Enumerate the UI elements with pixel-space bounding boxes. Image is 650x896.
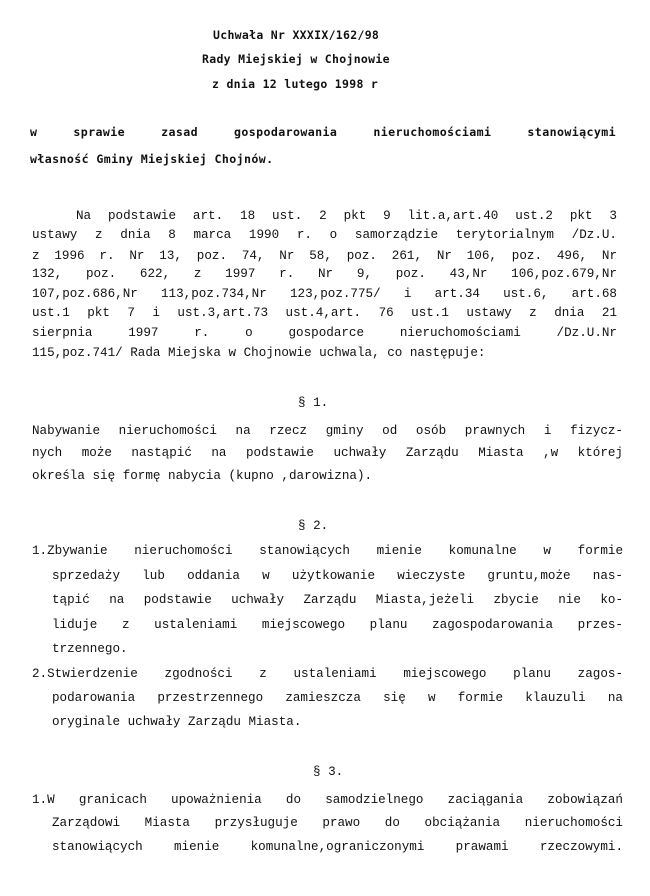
- section-1-mark: § 1.: [298, 396, 329, 410]
- preamble-line: ust.1 pkt 7 i ust.3,art.73 ust.4,art. 76 ust.1 ustawy z dnia 21: [32, 306, 617, 320]
- section-2-line: sprzedaży lub oddania w użytkowanie wieczyste gruntu,może nas-: [52, 569, 623, 583]
- section-2-line: oryginale uchwały Zarządu Miasta.: [52, 715, 302, 729]
- section-3-line: 1.W granicach upoważnienia do samodzielnego zaciągania zobowiązań: [32, 793, 623, 807]
- section-2-line: liduje z ustaleniami miejscowego planu zagospodarowania przes-: [52, 618, 623, 632]
- preamble-line: 115,poz.741/ Rada Miejska w Chojnowie uchwala, co następuje:: [32, 346, 486, 360]
- section-2-line: podarowania przestrzennego zamieszcza się w formie klauzuli na: [52, 691, 623, 705]
- section-1-line: Nabywanie nieruchomości na rzecz gminy od osób prawnych i fizycz-: [32, 424, 623, 438]
- council-name: Rady Miejskiej w Chojnowie: [202, 52, 390, 66]
- section-3-line: stanowiących mienie komunalne,ograniczonymi prawami rzeczowymi.: [52, 840, 623, 854]
- section-2-line: trzennego.: [52, 642, 128, 656]
- section-1-line: nych może nastąpić na podstawie uchwały Zarządu Miasta ,w której: [32, 446, 623, 460]
- preamble-line: sierpnia 1997 r. o gospodarce nieruchomościami /Dz.U.Nr: [32, 326, 617, 340]
- resolution-date: z dnia 12 lutego 1998 r: [212, 77, 379, 91]
- preamble-line: ustawy z dnia 8 marca 1990 r. o samorządzie terytorialnym /Dz.U.: [32, 228, 617, 242]
- section-2-line: 1.Zbywanie nieruchomości stanowiących mienie komunalne w formie: [32, 544, 623, 558]
- resolution-number: Uchwała Nr XXXIX/162/98: [213, 28, 380, 42]
- preamble-line: 132, poz. 622, z 1997 r. Nr 9, poz. 43,Nr 106,poz.679,Nr: [32, 267, 617, 281]
- section-2-line: 2.Stwierdzenie zgodności z ustaleniami miejscowego planu zagos-: [32, 667, 623, 681]
- section-2-mark: § 2.: [298, 519, 329, 533]
- section-3-line: Zarządowi Miasta przysługuje prawo do obciążania nieruchomości: [52, 816, 623, 830]
- section-1-line: określa się formę nabycia (kupno ,darowizna).: [32, 469, 373, 483]
- subject-line-2: własność Gminy Miejskiej Chojnów.: [30, 152, 274, 166]
- section-2-line: tąpić na podstawie uchwały Zarządu Miasta,jeżeli zbycie nie ko-: [52, 593, 623, 607]
- preamble-line: Na podstawie art. 18 ust. 2 pkt 9 lit.a,art.40 ust.2 pkt 3: [76, 209, 617, 223]
- section-3-mark: § 3.: [313, 765, 344, 779]
- subject-line-1: w sprawie zasad gospodarowania nieruchomościami stanowiącymi: [30, 125, 616, 139]
- preamble-line: z 1996 r. Nr 13, poz. 74, Nr 58, poz. 261, Nr 106, poz. 496, Nr: [32, 249, 617, 263]
- preamble-line: 107,poz.686,Nr 113,poz.734,Nr 123,poz.775/ i art.34 ust.6, art.68: [32, 287, 617, 301]
